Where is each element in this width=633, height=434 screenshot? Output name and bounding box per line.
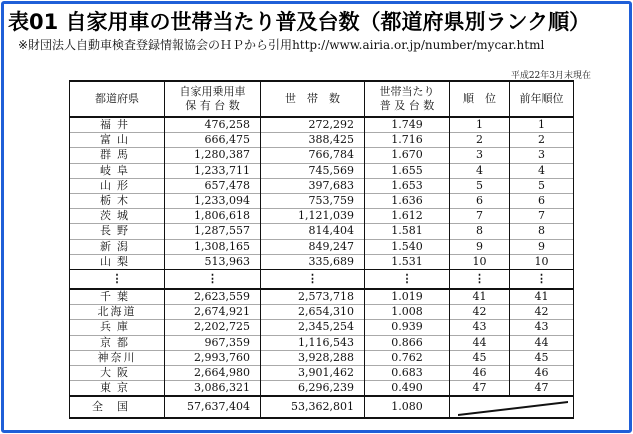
households-cell: 766,784 bbox=[261, 148, 365, 163]
per-household-cell: 1.636 bbox=[365, 194, 450, 209]
header-prev-rank: 前年順位 bbox=[510, 81, 574, 117]
prefecture-cell: 茨城 bbox=[70, 209, 165, 224]
prev-rank-cell: 43 bbox=[510, 320, 574, 335]
per-household-cell: 1.019 bbox=[365, 289, 450, 305]
prev-rank-cell: 46 bbox=[510, 366, 574, 381]
per-household-cell: 1.531 bbox=[365, 254, 450, 269]
prev-rank-cell: 45 bbox=[510, 350, 574, 365]
households-cell: 1,116,543 bbox=[261, 335, 365, 350]
bottom-rows bbox=[70, 289, 574, 396]
car-count-cell: 2,664,980 bbox=[165, 366, 261, 381]
total-rows bbox=[70, 396, 574, 418]
per-household-cell: 0.762 bbox=[365, 350, 450, 365]
car-count-cell: 666,475 bbox=[165, 133, 261, 148]
rank-cell: 45 bbox=[450, 350, 510, 365]
table-row bbox=[70, 289, 574, 305]
rank-cell: 47 bbox=[450, 381, 510, 397]
prev-rank-cell: 47 bbox=[510, 381, 574, 397]
gap-row bbox=[70, 270, 574, 290]
car-count-cell: 1,287,557 bbox=[165, 224, 261, 239]
car-count-cell: 1,280,387 bbox=[165, 148, 261, 163]
gap-mark: ⋮ bbox=[70, 270, 165, 290]
households-cell: 849,247 bbox=[261, 239, 365, 254]
prefecture-cell: 神奈川 bbox=[70, 350, 165, 365]
per-household-cell: 1.008 bbox=[365, 305, 450, 320]
table-row bbox=[70, 366, 574, 381]
total-households: 53,362,801 bbox=[261, 396, 365, 418]
prefecture-cell: 群馬 bbox=[70, 148, 165, 163]
rank-cell: 42 bbox=[450, 305, 510, 320]
source-url[interactable]: http://www.airia.or.jp/number/mycar.html bbox=[292, 38, 545, 52]
gap-mark: ⋮ bbox=[165, 270, 261, 290]
households-cell: 745,569 bbox=[261, 163, 365, 178]
households-cell: 2,573,718 bbox=[261, 289, 365, 305]
prefecture-cell: 京都 bbox=[70, 335, 165, 350]
car-count-cell: 1,308,165 bbox=[165, 239, 261, 254]
car-count-cell: 1,806,618 bbox=[165, 209, 261, 224]
per-household-cell: 1.655 bbox=[365, 163, 450, 178]
rank-cell: 44 bbox=[450, 335, 510, 350]
total-per-household: 1.080 bbox=[365, 396, 450, 418]
table-row bbox=[70, 381, 574, 397]
header-rank: 順 位 bbox=[450, 81, 510, 117]
source-note bbox=[18, 36, 544, 53]
prev-rank-cell: 44 bbox=[510, 335, 574, 350]
prev-rank-cell: 42 bbox=[510, 305, 574, 320]
ranking-table bbox=[69, 80, 574, 419]
car-count-cell: 3,086,321 bbox=[165, 381, 261, 397]
table-row bbox=[70, 224, 574, 239]
rank-cell: 43 bbox=[450, 320, 510, 335]
top-rows bbox=[70, 117, 574, 270]
table-row bbox=[70, 148, 574, 163]
header-car-count-line1: 自家用乗用車 bbox=[179, 85, 246, 98]
prev-rank-cell: 1 bbox=[510, 117, 574, 133]
diagonal-slash bbox=[450, 397, 574, 417]
as-of-date: 平成22年3月末現在 bbox=[510, 71, 591, 81]
per-household-cell: 0.866 bbox=[365, 335, 450, 350]
rank-cell: 8 bbox=[450, 224, 510, 239]
rank-cell: 41 bbox=[450, 289, 510, 305]
table-row bbox=[70, 335, 574, 350]
prev-rank-cell: 4 bbox=[510, 163, 574, 178]
gap-mark: ⋮ bbox=[450, 270, 510, 290]
prefecture-cell: 岐阜 bbox=[70, 163, 165, 178]
rank-cell: 5 bbox=[450, 178, 510, 193]
prefecture-cell: 千葉 bbox=[70, 289, 165, 305]
per-household-cell: 0.683 bbox=[365, 366, 450, 381]
table-row bbox=[70, 163, 574, 178]
prefecture-cell: 新潟 bbox=[70, 239, 165, 254]
households-cell: 814,404 bbox=[261, 224, 365, 239]
per-household-cell: 1.612 bbox=[365, 209, 450, 224]
households-cell: 2,654,310 bbox=[261, 305, 365, 320]
rank-cell: 10 bbox=[450, 254, 510, 269]
car-count-cell: 2,993,760 bbox=[165, 350, 261, 365]
prefecture-cell: 富山 bbox=[70, 133, 165, 148]
prev-rank-cell: 7 bbox=[510, 209, 574, 224]
table-row bbox=[70, 239, 574, 254]
car-count-cell: 2,202,725 bbox=[165, 320, 261, 335]
rank-cell: 46 bbox=[450, 366, 510, 381]
prev-rank-cell: 5 bbox=[510, 178, 574, 193]
total-prefecture: 全国 bbox=[70, 396, 165, 418]
header-car-count-line2: 保 有 台 数 bbox=[185, 99, 240, 112]
header-row bbox=[70, 81, 574, 117]
header-per-household bbox=[365, 81, 450, 117]
car-count-cell: 513,963 bbox=[165, 254, 261, 269]
rank-cell: 6 bbox=[450, 194, 510, 209]
car-count-cell: 476,258 bbox=[165, 117, 261, 133]
prefecture-cell: 長野 bbox=[70, 224, 165, 239]
prev-rank-cell: 41 bbox=[510, 289, 574, 305]
households-cell: 753,759 bbox=[261, 194, 365, 209]
rank-cell: 4 bbox=[450, 163, 510, 178]
table-row bbox=[70, 320, 574, 335]
gap-mark: ⋮ bbox=[261, 270, 365, 290]
rank-cell: 1 bbox=[450, 117, 510, 133]
per-household-cell: 1.716 bbox=[365, 133, 450, 148]
rank-cell: 3 bbox=[450, 148, 510, 163]
per-household-cell: 0.939 bbox=[365, 320, 450, 335]
header-per-household-line2: 普 及 台 数 bbox=[379, 99, 435, 112]
prev-rank-cell: 10 bbox=[510, 254, 574, 269]
prefecture-cell: 山形 bbox=[70, 178, 165, 193]
rank-cell: 9 bbox=[450, 239, 510, 254]
gap-mark: ⋮ bbox=[365, 270, 450, 290]
prefecture-cell: 兵庫 bbox=[70, 320, 165, 335]
per-household-cell: 1.670 bbox=[365, 148, 450, 163]
per-household-cell: 1.653 bbox=[365, 178, 450, 193]
gap-mark: ⋮ bbox=[510, 270, 574, 290]
table-row bbox=[70, 209, 574, 224]
per-household-cell: 0.490 bbox=[365, 381, 450, 397]
households-cell: 1,121,039 bbox=[261, 209, 365, 224]
table-row bbox=[70, 178, 574, 193]
households-cell: 272,292 bbox=[261, 117, 365, 133]
header-car-count bbox=[165, 81, 261, 117]
car-count-cell: 2,674,921 bbox=[165, 305, 261, 320]
header-prefecture: 都道府県 bbox=[70, 81, 165, 117]
table-row bbox=[70, 194, 574, 209]
households-cell: 6,296,239 bbox=[261, 381, 365, 397]
prefecture-cell: 福井 bbox=[70, 117, 165, 133]
car-count-cell: 2,623,559 bbox=[165, 289, 261, 305]
source-text: ※財団法人自動車検査登録情報協会のＨＰから引用 bbox=[18, 38, 293, 52]
car-count-cell: 1,233,094 bbox=[165, 194, 261, 209]
table-row bbox=[70, 350, 574, 365]
total-rank-blank bbox=[450, 396, 574, 418]
households-cell: 388,425 bbox=[261, 133, 365, 148]
prev-rank-cell: 3 bbox=[510, 148, 574, 163]
gap-rows bbox=[70, 270, 574, 290]
car-count-cell: 657,478 bbox=[165, 178, 261, 193]
per-household-cell: 1.540 bbox=[365, 239, 450, 254]
header-households: 世 帯 数 bbox=[261, 81, 365, 117]
households-cell: 3,928,288 bbox=[261, 350, 365, 365]
car-count-cell: 967,359 bbox=[165, 335, 261, 350]
total-row bbox=[70, 396, 574, 418]
per-household-cell: 1.581 bbox=[365, 224, 450, 239]
rank-cell: 7 bbox=[450, 209, 510, 224]
prefecture-cell: 東京 bbox=[70, 381, 165, 397]
page-title: 表01 自家用車の世帯当たり普及台数（都道府県別ランク順） bbox=[8, 10, 591, 34]
per-household-cell: 1.749 bbox=[365, 117, 450, 133]
table-row bbox=[70, 133, 574, 148]
households-cell: 3,901,462 bbox=[261, 366, 365, 381]
prev-rank-cell: 2 bbox=[510, 133, 574, 148]
households-cell: 2,345,254 bbox=[261, 320, 365, 335]
prefecture-cell: 山梨 bbox=[70, 254, 165, 269]
car-count-cell: 1,233,711 bbox=[165, 163, 261, 178]
households-cell: 335,689 bbox=[261, 254, 365, 269]
prev-rank-cell: 9 bbox=[510, 239, 574, 254]
table-row bbox=[70, 305, 574, 320]
prefecture-cell: 栃木 bbox=[70, 194, 165, 209]
rank-cell: 2 bbox=[450, 133, 510, 148]
prev-rank-cell: 8 bbox=[510, 224, 574, 239]
total-car-count: 57,637,404 bbox=[165, 396, 261, 418]
table-row bbox=[70, 254, 574, 269]
prev-rank-cell: 6 bbox=[510, 194, 574, 209]
prefecture-cell: 大阪 bbox=[70, 366, 165, 381]
table-row bbox=[70, 117, 574, 133]
header-per-household-line1: 世帯当たり bbox=[379, 85, 435, 98]
prefecture-cell: 北海道 bbox=[70, 305, 165, 320]
households-cell: 397,683 bbox=[261, 178, 365, 193]
